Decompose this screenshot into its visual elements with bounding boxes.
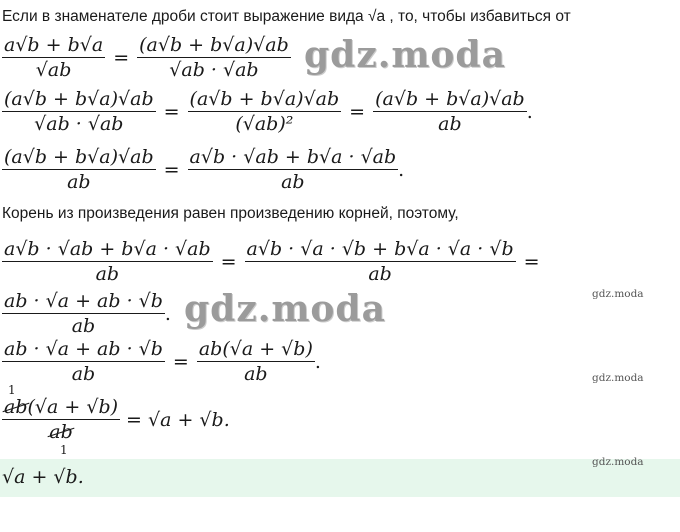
numerator: ab · √a + ab · √b [4, 290, 163, 312]
denominator: √ab · √ab [169, 59, 259, 81]
fraction [2, 88, 156, 135]
equals-sign: = [220, 250, 237, 273]
equation-5 [2, 290, 171, 337]
equals-sign: = [172, 350, 189, 373]
denominator: (√ab)² [235, 113, 294, 135]
answer-highlight [0, 459, 680, 497]
middle-text: Корень из произведения равен произведению корней, поэтому, [2, 205, 459, 222]
denominator: ab [244, 363, 268, 385]
period: . [398, 158, 405, 181]
period: . [164, 302, 171, 325]
denominator: ab [95, 263, 120, 285]
equation-3 [2, 146, 404, 193]
denominator: ab [71, 363, 96, 385]
watermark-small: gdz.moda [592, 372, 644, 384]
equation-6 [2, 338, 321, 385]
equation-1 [2, 34, 291, 81]
numerator: ab · √a + ab · √b [4, 338, 163, 360]
fraction [188, 146, 399, 193]
numerator: ab(√a + √b) [198, 338, 313, 360]
fraction [2, 238, 213, 285]
cancelled-term: ab [4, 396, 28, 418]
cancelled-term: ab [49, 421, 73, 443]
equals-sign: = [163, 158, 180, 181]
equation-4 [2, 238, 548, 285]
fraction [2, 290, 165, 337]
numerator: (a√b + b√a)√ab [139, 34, 289, 56]
watermark-small: gdz.moda [592, 288, 644, 300]
watermark: gdz.moda [304, 34, 506, 76]
numerator: (a√b + b√a)√ab [189, 88, 340, 110]
fraction [2, 34, 105, 81]
fraction [373, 88, 527, 135]
fraction [245, 238, 516, 285]
cancel-mark: 1 [8, 383, 16, 397]
numerator-rest: (√a + √b) [27, 396, 119, 418]
period: . [526, 100, 533, 123]
period: . [314, 350, 321, 373]
denominator: ab [71, 315, 96, 337]
fraction [2, 338, 165, 385]
denominator: ab [368, 263, 392, 285]
denominator: ab [438, 113, 462, 135]
fraction [2, 383, 120, 457]
denominator: ab [67, 171, 91, 193]
equals-sign: = [349, 100, 366, 123]
cancel-mark: 1 [60, 443, 68, 457]
fraction [2, 146, 156, 193]
numerator: a√b · √ab + b√a · √ab [4, 238, 211, 260]
equation-2 [2, 88, 533, 135]
result-expression: = √a + √b. [126, 408, 230, 431]
numerator [2, 396, 120, 420]
intro-text: Если в знаменателе дроби стоит выражение вида √a , то, чтобы избавиться от [2, 8, 571, 25]
numerator: (a√b + b√a)√ab [4, 146, 154, 168]
numerator: (a√b + b√a)√ab [375, 88, 525, 110]
numerator: a√b · √a · √b + b√a · √a · √b [246, 238, 514, 260]
denominator: √ab [35, 59, 72, 81]
watermark-small: gdz.moda [592, 456, 644, 468]
fraction [197, 338, 315, 385]
denominator: √ab · √ab [34, 113, 124, 135]
equals-sign: = [163, 100, 180, 123]
equation-7 [2, 383, 230, 457]
numerator: a√b + b√a [4, 34, 104, 56]
equals-sign: = [113, 46, 130, 69]
answer: √a + √b. [2, 466, 84, 488]
numerator: a√b · √ab + b√a · √ab [189, 146, 397, 168]
denominator [47, 420, 75, 443]
denominator: ab [281, 171, 305, 193]
fraction [188, 88, 342, 135]
equals-sign: = [523, 250, 540, 273]
fraction [137, 34, 291, 81]
watermark: gdz.moda [184, 288, 386, 330]
numerator: (a√b + b√a)√ab [4, 88, 154, 110]
